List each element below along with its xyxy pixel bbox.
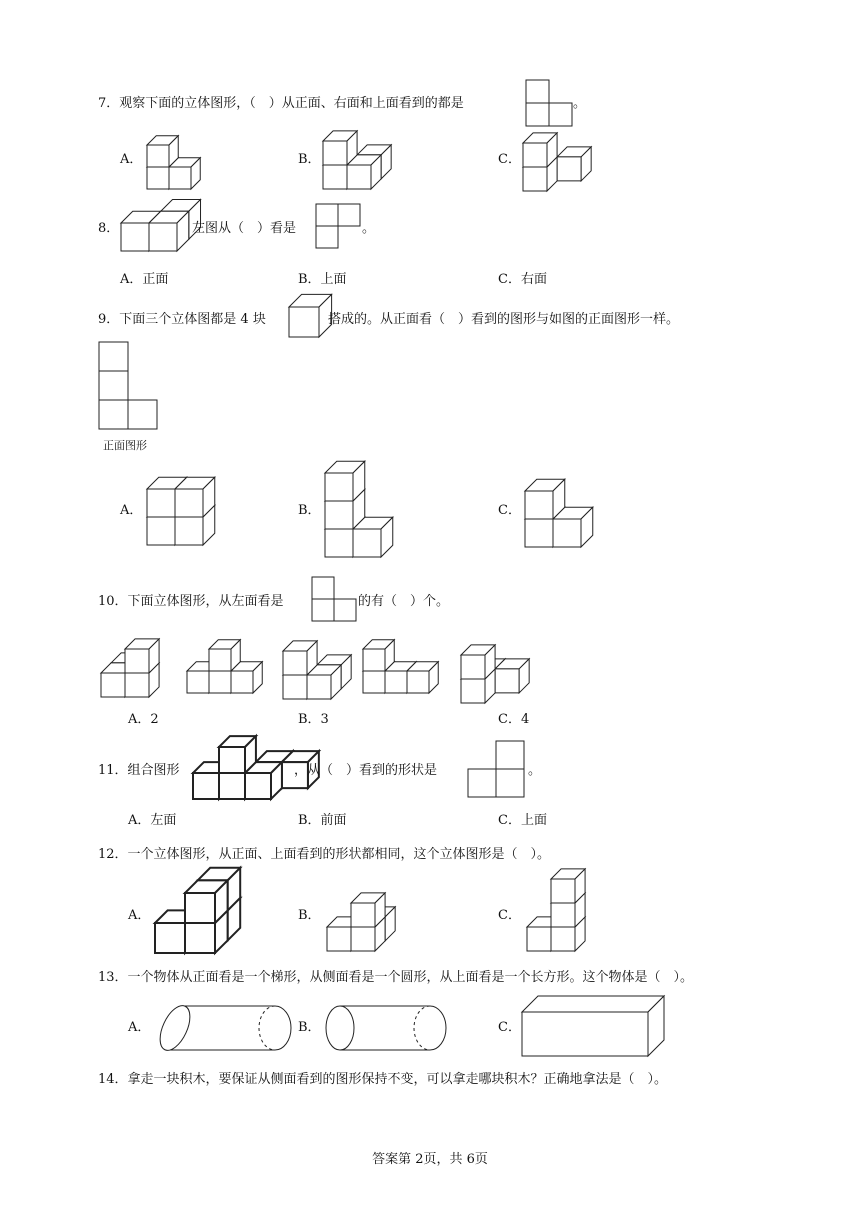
q11-view-figure bbox=[468, 741, 528, 799]
q9-option-b[interactable]: B． bbox=[298, 503, 321, 518]
q11-option-c[interactable]: C．上面 bbox=[498, 813, 547, 828]
q7-number: 7． bbox=[98, 96, 120, 111]
q10-text: 下面立体图形，从左面看是 bbox=[127, 594, 284, 609]
q13-option-a-slanted-cylinder bbox=[150, 1004, 296, 1052]
q7-option-a-figure bbox=[146, 130, 206, 190]
page-footer: 答案第 2页，共 6页 bbox=[372, 1152, 488, 1167]
q10-stem bbox=[98, 594, 284, 610]
q13-option-b-cylinder bbox=[324, 1004, 450, 1052]
q8-option-b[interactable]: B．上面 bbox=[298, 272, 347, 287]
q8-option-c[interactable]: C．右面 bbox=[498, 272, 547, 287]
q11-text-end: 。 bbox=[528, 763, 542, 778]
q7-view-figure bbox=[526, 80, 574, 128]
q7-text-end: 。 bbox=[573, 96, 587, 111]
q8-text: 左图从（ ）看是 bbox=[192, 221, 297, 236]
q12-option-b-figure bbox=[326, 880, 398, 952]
q14-text: 拿走一块积木，要保证从侧面看到的图形保持不变，可以拿走哪块积木？正确地拿法是（ ）。 bbox=[127, 1072, 668, 1087]
q10-number: 10． bbox=[98, 594, 128, 609]
q7-text: 观察下面的立体图形，（ ）从正面、右面和上面看到的都是 bbox=[119, 96, 464, 111]
q12-option-c-figure bbox=[526, 880, 592, 952]
q8-solid-figure bbox=[120, 204, 196, 252]
q8-option-a[interactable]: A．正面 bbox=[120, 272, 169, 287]
q7-option-c-figure bbox=[522, 132, 592, 192]
q11-text: 组合图形 bbox=[127, 763, 180, 778]
q13-option-a[interactable]: A． bbox=[128, 1020, 151, 1035]
q8-number: 8． bbox=[98, 221, 120, 236]
q13-option-b[interactable]: B． bbox=[298, 1020, 321, 1035]
q11-text-mid: ，从（ ）看到的形状是 bbox=[294, 763, 438, 778]
q14-stem bbox=[98, 1072, 667, 1088]
q7-option-b[interactable]: B． bbox=[298, 152, 321, 167]
q9-stem bbox=[98, 312, 266, 328]
q12-text: 一个立体图形，从正面、上面看到的形状都相同，这个立体图形是（ ）。 bbox=[127, 847, 551, 862]
q11-number: 11． bbox=[98, 763, 128, 778]
q9-option-b-figure bbox=[324, 462, 386, 558]
q10-solid-4-figure bbox=[362, 640, 442, 694]
q12-number: 12． bbox=[98, 847, 128, 862]
q10-solid-3-figure bbox=[282, 640, 342, 700]
q10-option-c[interactable]: C．4 bbox=[498, 712, 530, 727]
q7-option-b-figure bbox=[322, 130, 382, 190]
q11-stem bbox=[98, 763, 180, 779]
q11-option-b[interactable]: B．前面 bbox=[298, 813, 347, 828]
q9-option-c[interactable]: C． bbox=[498, 503, 521, 518]
q12-stem bbox=[98, 847, 550, 863]
q12-option-b[interactable]: B． bbox=[298, 908, 321, 923]
q9-option-a[interactable]: A． bbox=[120, 503, 143, 518]
q13-number: 13． bbox=[98, 970, 128, 985]
q7-option-a[interactable]: A． bbox=[120, 152, 143, 167]
q10-option-b[interactable]: B．3 bbox=[298, 712, 329, 727]
q13-option-c-cuboid bbox=[522, 996, 666, 1060]
q8-view-figure bbox=[316, 204, 364, 252]
q12-option-a[interactable]: A． bbox=[128, 908, 151, 923]
q10-text-end: 的有（ ）个。 bbox=[358, 594, 450, 609]
q14-number: 14． bbox=[98, 1072, 128, 1087]
q13-option-c[interactable]: C． bbox=[498, 1020, 521, 1035]
q9-front-view-caption: 正面图形 bbox=[103, 439, 147, 452]
q11-solid-figure bbox=[192, 738, 296, 800]
q9-text-end: 搭成的。从正面看（ ）看到的图形与如图的正面图形一样。 bbox=[328, 312, 680, 327]
q7-option-c[interactable]: C． bbox=[498, 152, 521, 167]
q10-solid-1-figure bbox=[100, 636, 166, 698]
q10-option-a[interactable]: A．2 bbox=[128, 712, 159, 727]
q10-solid-5-figure bbox=[460, 648, 516, 704]
q10-solid-2-figure bbox=[186, 640, 262, 694]
q13-text: 一个物体从正面看是一个梯形，从侧面看是一个圆形，从上面看是一个长方形。这个物体是（ ）。 bbox=[127, 970, 694, 985]
q11-option-a[interactable]: A．左面 bbox=[128, 813, 177, 828]
q10-view-figure bbox=[312, 577, 360, 625]
q9-option-c-figure bbox=[524, 472, 596, 548]
q12-option-a-figure bbox=[154, 878, 238, 954]
q13-stem bbox=[98, 970, 693, 986]
q9-unit-cube-figure bbox=[288, 298, 332, 338]
q12-option-c[interactable]: C． bbox=[498, 908, 521, 923]
q9-text: 下面三个立体图都是 4 块 bbox=[119, 312, 266, 327]
q9-number: 9． bbox=[98, 312, 120, 327]
q7-stem bbox=[98, 96, 464, 112]
q9-front-view-figure bbox=[99, 342, 161, 432]
q8-text-end: 。 bbox=[362, 221, 376, 236]
q9-option-a-figure bbox=[146, 476, 218, 546]
